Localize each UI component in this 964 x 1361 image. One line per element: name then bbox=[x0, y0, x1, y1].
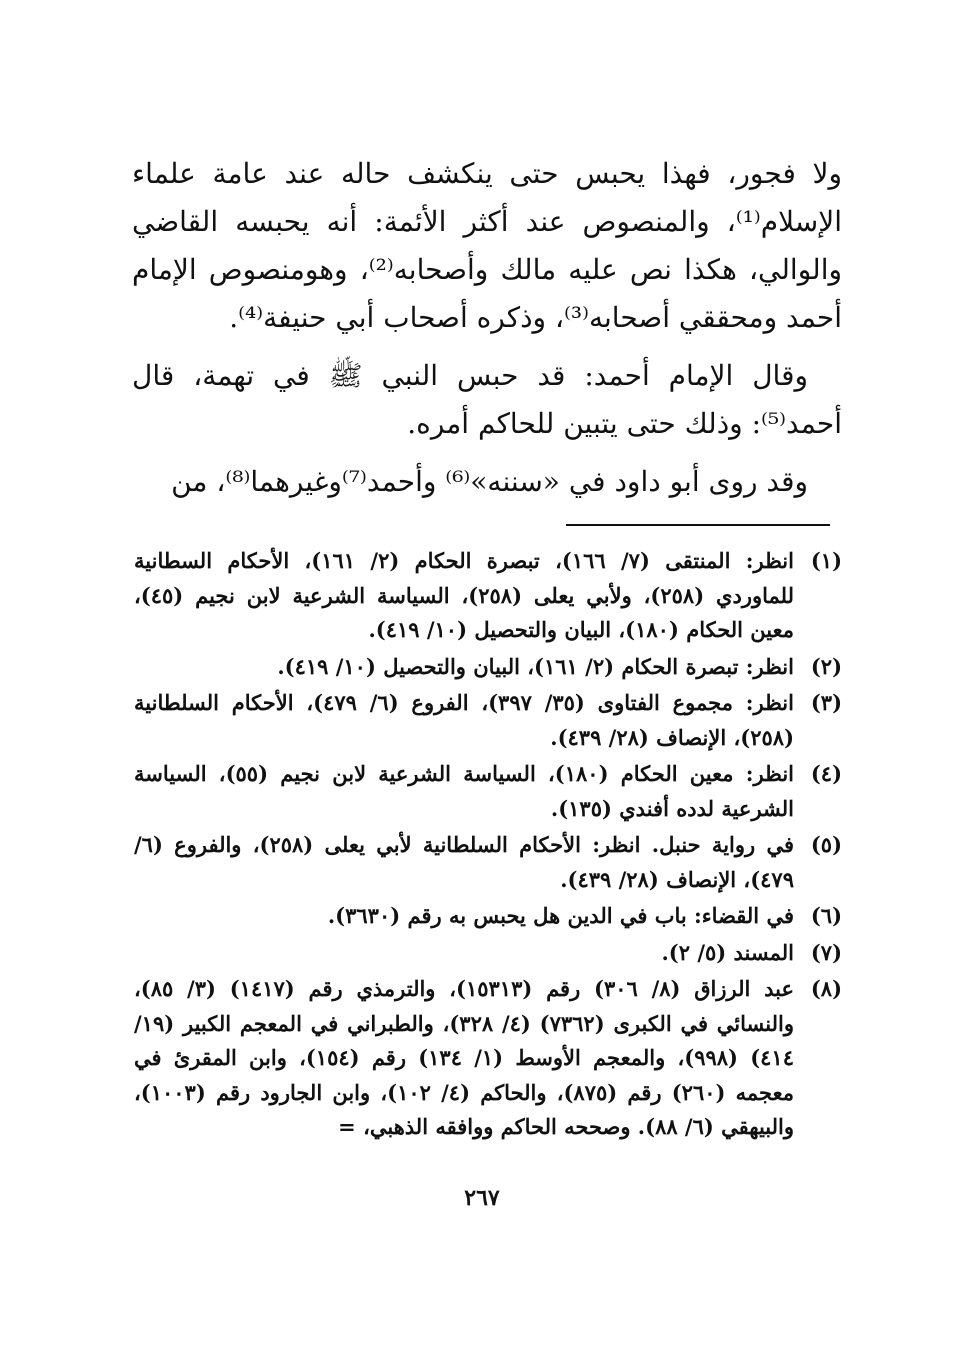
footnote-number: (١) bbox=[810, 548, 842, 573]
footnote-1 bbox=[134, 544, 842, 648]
footnote-text: انظر: مجموع الفتاوى (٣٥/ ٣٩٧)، الفروع (٦/ ٤٧٩)، الأحكام السلطانية (٢٥٨)، الإنصاف (٢٨/ ٤٣٩). bbox=[134, 690, 794, 750]
footnotes bbox=[134, 544, 842, 1147]
footnote-text: انظر: المنتقى (٧/ ١٦٦)، تبصرة الحكام (٢/ ١٦١)، الأحكام السطانية للماوردي (٢٥٨)، ولأبي يعلى (٢٥٨)، السياسة الشرعية لابن نجيم (٤٥)، معين الحكام (١٨٠)، البيان والتحصيل (١٠/ ٤١٩). bbox=[134, 548, 795, 642]
page-number: ٢٦٧ bbox=[464, 1185, 500, 1211]
footnote-2 bbox=[134, 650, 842, 685]
footnote-6 bbox=[134, 899, 842, 934]
footnote-number: (٦) bbox=[810, 903, 842, 928]
footnote-number: (٤) bbox=[810, 761, 842, 786]
main-text bbox=[132, 150, 842, 516]
footnote-4 bbox=[134, 757, 842, 826]
footnote-text: المسند (٥/ ٢). bbox=[661, 939, 794, 965]
footnote-number: (٣) bbox=[810, 690, 842, 715]
footnote-number: (٧) bbox=[810, 939, 842, 965]
footnote-number: (٨) bbox=[810, 976, 842, 1001]
footnote-3 bbox=[134, 686, 842, 755]
footnote-text: انظر: تبصرة الحكام (٢/ ١٦١)، البيان والتحصيل (١٠/ ٤١٩). bbox=[277, 653, 794, 679]
footnote-divider bbox=[566, 524, 830, 526]
footnote-text: انظر: معين الحكام (١٨٠)، السياسة الشرعية لابن نجيم (٥٥)، السياسة الشرعية لدده أفندي (١٣٥). bbox=[134, 761, 795, 821]
footnote-number: (٢) bbox=[810, 653, 842, 679]
paragraph-2: وقال الإمام أحمد: قد حبس النبي ﷺ في تهمة، قال أحمد⁽⁵⁾: وذلك حتى يتبين للحاكم أمره. bbox=[132, 359, 842, 440]
footnote-text: في القضاء: باب في الدين هل يحبس به رقم (٣٦٣٠). bbox=[327, 903, 794, 928]
footnote-number: (٥) bbox=[810, 832, 842, 857]
footnote-text: في رواية حنبل. انظر: الأحكام السلطانية لأبي يعلى (٢٥٨)، والفروع (٦/ ٤٧٩)، الإنصاف (٢٨/ ٤٣٩). bbox=[134, 832, 794, 892]
footnote-text: عبد الرزاق (٨/ ٣٠٦) رقم (١٥٣١٣)، والترمذي رقم (١٤١٧) (٣/ ٨٥)، والنسائي في الكبرى (٧٣٦٢) (٤/ ٣٢٨)، والطبراني في المعجم الكبير (١٩/ ٤١٤) (٩٩٨)، والمعجم الأوسط (١/ ١٣٤) رقم (١٥٤)، وابن المقرئ في معجمه (٢٦٠) رقم (٨٧٥)، والحاكم (٤/ ١٠٢)، وابن الجارود رقم (١٠٠٣)، والبيهقي (٦/ ٨٨). وصححه الحاكم ووافقه الذهبي، = bbox=[134, 976, 795, 1139]
footnote-5 bbox=[134, 828, 842, 897]
paragraph-1: ولا فجور، فهذا يحبس حتى ينكشف حاله عند عامة علماء الإسلام⁽¹⁾، والمنصوص عند أكثر الأئمة: أنه يحبسه القاضي والوالي، هكذا نص عليه مالك وأصحابه⁽²⁾، وهومنصوص الإمام أحمد ومحققي أصحابه⁽³⁾، وذكره أصحاب أبي حنيفة⁽⁴⁾. bbox=[132, 157, 843, 334]
paragraph-3: وقد روى أبو داود في «سننه»⁽⁶⁾ وأحمد⁽⁷⁾وغيرهما⁽⁸⁾، من bbox=[171, 465, 808, 498]
footnote-7 bbox=[134, 936, 842, 971]
footnote-8 bbox=[134, 972, 842, 1145]
